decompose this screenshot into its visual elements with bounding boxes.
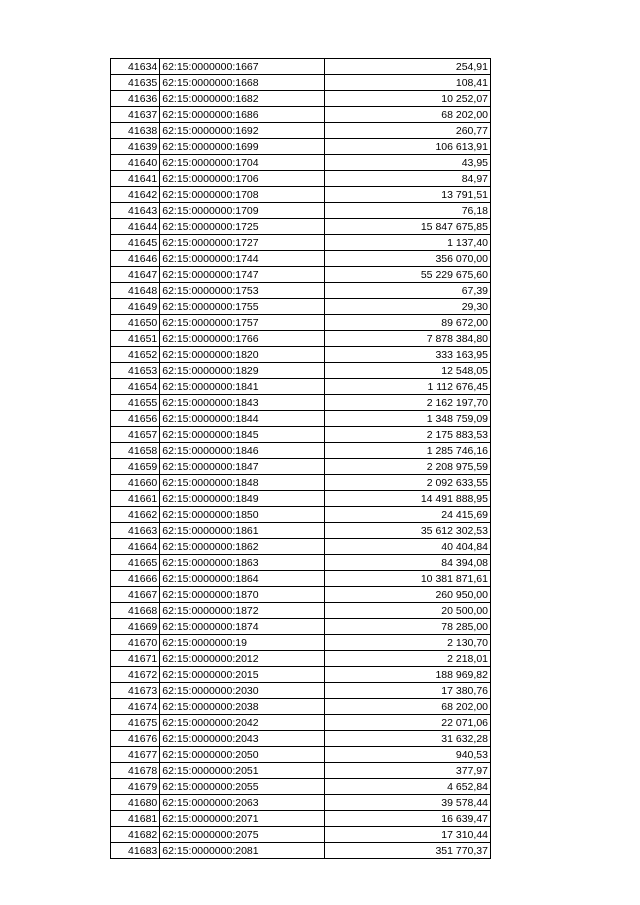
value-cell: 35 612 302,53 bbox=[325, 523, 491, 539]
table-row bbox=[111, 235, 491, 251]
row-number-cell: 41644 bbox=[111, 219, 160, 235]
value-cell: 188 969,82 bbox=[325, 667, 491, 683]
cadastral-number-cell: 62:15:0000000:2015 bbox=[160, 667, 325, 683]
table-row bbox=[111, 491, 491, 507]
row-number-cell: 41661 bbox=[111, 491, 160, 507]
row-number-cell: 41656 bbox=[111, 411, 160, 427]
row-number-cell: 41637 bbox=[111, 107, 160, 123]
row-number-cell: 41643 bbox=[111, 203, 160, 219]
row-number-cell: 41649 bbox=[111, 299, 160, 315]
value-cell: 4 652,84 bbox=[325, 779, 491, 795]
table-row bbox=[111, 363, 491, 379]
row-number-cell: 41670 bbox=[111, 635, 160, 651]
table-row bbox=[111, 699, 491, 715]
value-cell: 260,77 bbox=[325, 123, 491, 139]
table-row bbox=[111, 251, 491, 267]
value-cell: 2 092 633,55 bbox=[325, 475, 491, 491]
cadastral-number-cell: 62:15:0000000:2012 bbox=[160, 651, 325, 667]
row-number-cell: 41674 bbox=[111, 699, 160, 715]
table-row bbox=[111, 427, 491, 443]
value-cell: 2 162 197,70 bbox=[325, 395, 491, 411]
cadastral-number-cell: 62:15:0000000:1862 bbox=[160, 539, 325, 555]
value-cell: 67,39 bbox=[325, 283, 491, 299]
value-cell: 78 285,00 bbox=[325, 619, 491, 635]
table-row bbox=[111, 475, 491, 491]
row-number-cell: 41663 bbox=[111, 523, 160, 539]
table-row bbox=[111, 299, 491, 315]
table-row bbox=[111, 155, 491, 171]
row-number-cell: 41681 bbox=[111, 811, 160, 827]
row-number-cell: 41658 bbox=[111, 443, 160, 459]
table-row bbox=[111, 107, 491, 123]
value-cell: 2 218,01 bbox=[325, 651, 491, 667]
row-number-cell: 41651 bbox=[111, 331, 160, 347]
row-number-cell: 41648 bbox=[111, 283, 160, 299]
row-number-cell: 41682 bbox=[111, 827, 160, 843]
table-row bbox=[111, 411, 491, 427]
cadastral-number-cell: 62:15:0000000:2071 bbox=[160, 811, 325, 827]
table-row bbox=[111, 395, 491, 411]
cadastral-number-cell: 62:15:0000000:2081 bbox=[160, 843, 325, 859]
cadastral-number-cell: 62:15:0000000:1744 bbox=[160, 251, 325, 267]
row-number-cell: 41675 bbox=[111, 715, 160, 731]
value-cell: 333 163,95 bbox=[325, 347, 491, 363]
table-row bbox=[111, 843, 491, 859]
table-row bbox=[111, 91, 491, 107]
table-row bbox=[111, 187, 491, 203]
value-cell: 108,41 bbox=[325, 75, 491, 91]
value-cell: 254,91 bbox=[325, 59, 491, 75]
cadastral-number-cell: 62:15:0000000:1753 bbox=[160, 283, 325, 299]
row-number-cell: 41669 bbox=[111, 619, 160, 635]
row-number-cell: 41642 bbox=[111, 187, 160, 203]
row-number-cell: 41678 bbox=[111, 763, 160, 779]
value-cell: 16 639,47 bbox=[325, 811, 491, 827]
value-cell: 13 791,51 bbox=[325, 187, 491, 203]
cadastral-number-cell: 62:15:0000000:1682 bbox=[160, 91, 325, 107]
table-row bbox=[111, 347, 491, 363]
row-number-cell: 41650 bbox=[111, 315, 160, 331]
value-cell: 17 310,44 bbox=[325, 827, 491, 843]
table-body bbox=[111, 59, 491, 859]
table-row bbox=[111, 59, 491, 75]
value-cell: 39 578,44 bbox=[325, 795, 491, 811]
value-cell: 17 380,76 bbox=[325, 683, 491, 699]
cadastral-value-table bbox=[110, 58, 491, 859]
cadastral-number-cell: 62:15:0000000:1725 bbox=[160, 219, 325, 235]
value-cell: 1 137,40 bbox=[325, 235, 491, 251]
table-row bbox=[111, 459, 491, 475]
cadastral-number-cell: 62:15:0000000:1874 bbox=[160, 619, 325, 635]
row-number-cell: 41655 bbox=[111, 395, 160, 411]
value-cell: 40 404,84 bbox=[325, 539, 491, 555]
value-cell: 14 491 888,95 bbox=[325, 491, 491, 507]
table-row bbox=[111, 283, 491, 299]
cadastral-number-cell: 62:15:0000000:1692 bbox=[160, 123, 325, 139]
value-cell: 10 252,07 bbox=[325, 91, 491, 107]
table-row bbox=[111, 635, 491, 651]
table-row bbox=[111, 75, 491, 91]
table-row bbox=[111, 139, 491, 155]
row-number-cell: 41638 bbox=[111, 123, 160, 139]
value-cell: 76,18 bbox=[325, 203, 491, 219]
cadastral-number-cell: 62:15:0000000:1704 bbox=[160, 155, 325, 171]
value-cell: 2 208 975,59 bbox=[325, 459, 491, 475]
table-row bbox=[111, 507, 491, 523]
table-row bbox=[111, 715, 491, 731]
table-row bbox=[111, 651, 491, 667]
cadastral-number-cell: 62:15:0000000:1668 bbox=[160, 75, 325, 91]
row-number-cell: 41652 bbox=[111, 347, 160, 363]
row-number-cell: 41654 bbox=[111, 379, 160, 395]
table-row bbox=[111, 539, 491, 555]
cadastral-number-cell: 62:15:0000000:1757 bbox=[160, 315, 325, 331]
table-row bbox=[111, 267, 491, 283]
row-number-cell: 41636 bbox=[111, 91, 160, 107]
cadastral-number-cell: 62:15:0000000:1850 bbox=[160, 507, 325, 523]
cadastral-number-cell: 62:15:0000000:1755 bbox=[160, 299, 325, 315]
value-cell: 20 500,00 bbox=[325, 603, 491, 619]
cadastral-number-cell: 62:15:0000000:1686 bbox=[160, 107, 325, 123]
value-cell: 2 130,70 bbox=[325, 635, 491, 651]
table-row bbox=[111, 171, 491, 187]
table-row bbox=[111, 811, 491, 827]
cadastral-number-cell: 62:15:0000000:2050 bbox=[160, 747, 325, 763]
value-cell: 68 202,00 bbox=[325, 107, 491, 123]
row-number-cell: 41639 bbox=[111, 139, 160, 155]
cadastral-number-cell: 62:15:0000000:2075 bbox=[160, 827, 325, 843]
cadastral-number-cell: 62:15:0000000:2055 bbox=[160, 779, 325, 795]
cadastral-number-cell: 62:15:0000000:1706 bbox=[160, 171, 325, 187]
table-row bbox=[111, 587, 491, 603]
cadastral-number-cell: 62:15:0000000:1863 bbox=[160, 555, 325, 571]
value-cell: 940,53 bbox=[325, 747, 491, 763]
cadastral-number-cell: 62:15:0000000:1727 bbox=[160, 235, 325, 251]
cadastral-number-cell: 62:15:0000000:1766 bbox=[160, 331, 325, 347]
value-cell: 1 112 676,45 bbox=[325, 379, 491, 395]
cadastral-number-cell: 62:15:0000000:2038 bbox=[160, 699, 325, 715]
table-row bbox=[111, 747, 491, 763]
table-row bbox=[111, 379, 491, 395]
value-cell: 106 613,91 bbox=[325, 139, 491, 155]
cadastral-number-cell: 62:15:0000000:1844 bbox=[160, 411, 325, 427]
table-row bbox=[111, 667, 491, 683]
cadastral-number-cell: 62:15:0000000:2051 bbox=[160, 763, 325, 779]
table-row bbox=[111, 555, 491, 571]
value-cell: 68 202,00 bbox=[325, 699, 491, 715]
value-cell: 29,30 bbox=[325, 299, 491, 315]
row-number-cell: 41659 bbox=[111, 459, 160, 475]
row-number-cell: 41680 bbox=[111, 795, 160, 811]
cadastral-number-cell: 62:15:0000000:1861 bbox=[160, 523, 325, 539]
table-row bbox=[111, 683, 491, 699]
value-cell: 2 175 883,53 bbox=[325, 427, 491, 443]
table-row bbox=[111, 731, 491, 747]
row-number-cell: 41653 bbox=[111, 363, 160, 379]
row-number-cell: 41666 bbox=[111, 571, 160, 587]
value-cell: 10 381 871,61 bbox=[325, 571, 491, 587]
cadastral-number-cell: 62:15:0000000:1708 bbox=[160, 187, 325, 203]
row-number-cell: 41634 bbox=[111, 59, 160, 75]
table-row bbox=[111, 315, 491, 331]
cadastral-number-cell: 62:15:0000000:1846 bbox=[160, 443, 325, 459]
row-number-cell: 41660 bbox=[111, 475, 160, 491]
row-number-cell: 41672 bbox=[111, 667, 160, 683]
row-number-cell: 41647 bbox=[111, 267, 160, 283]
value-cell: 1 348 759,09 bbox=[325, 411, 491, 427]
value-cell: 22 071,06 bbox=[325, 715, 491, 731]
value-cell: 84 394,08 bbox=[325, 555, 491, 571]
cadastral-number-cell: 62:15:0000000:1709 bbox=[160, 203, 325, 219]
table-row bbox=[111, 619, 491, 635]
cadastral-number-cell: 62:15:0000000:1847 bbox=[160, 459, 325, 475]
value-cell: 1 285 746,16 bbox=[325, 443, 491, 459]
value-cell: 12 548,05 bbox=[325, 363, 491, 379]
table-row bbox=[111, 603, 491, 619]
cadastral-number-cell: 62:15:0000000:1872 bbox=[160, 603, 325, 619]
table-row bbox=[111, 203, 491, 219]
row-number-cell: 41671 bbox=[111, 651, 160, 667]
row-number-cell: 41657 bbox=[111, 427, 160, 443]
cadastral-number-cell: 62:15:0000000:1829 bbox=[160, 363, 325, 379]
value-cell: 7 878 384,80 bbox=[325, 331, 491, 347]
row-number-cell: 41679 bbox=[111, 779, 160, 795]
row-number-cell: 41640 bbox=[111, 155, 160, 171]
cadastral-number-cell: 62:15:0000000:1845 bbox=[160, 427, 325, 443]
row-number-cell: 41676 bbox=[111, 731, 160, 747]
table-row bbox=[111, 219, 491, 235]
value-cell: 24 415,69 bbox=[325, 507, 491, 523]
row-number-cell: 41645 bbox=[111, 235, 160, 251]
cadastral-number-cell: 62:15:0000000:1747 bbox=[160, 267, 325, 283]
row-number-cell: 41668 bbox=[111, 603, 160, 619]
value-cell: 84,97 bbox=[325, 171, 491, 187]
row-number-cell: 41683 bbox=[111, 843, 160, 859]
cadastral-number-cell: 62:15:0000000:19 bbox=[160, 635, 325, 651]
table-row bbox=[111, 779, 491, 795]
cadastral-number-cell: 62:15:0000000:1843 bbox=[160, 395, 325, 411]
row-number-cell: 41635 bbox=[111, 75, 160, 91]
cadastral-number-cell: 62:15:0000000:1848 bbox=[160, 475, 325, 491]
cadastral-number-cell: 62:15:0000000:1870 bbox=[160, 587, 325, 603]
value-cell: 351 770,37 bbox=[325, 843, 491, 859]
table-row bbox=[111, 443, 491, 459]
cadastral-number-cell: 62:15:0000000:1699 bbox=[160, 139, 325, 155]
cadastral-number-cell: 62:15:0000000:1849 bbox=[160, 491, 325, 507]
cadastral-number-cell: 62:15:0000000:1820 bbox=[160, 347, 325, 363]
row-number-cell: 41667 bbox=[111, 587, 160, 603]
cadastral-number-cell: 62:15:0000000:2063 bbox=[160, 795, 325, 811]
table-row bbox=[111, 331, 491, 347]
value-cell: 55 229 675,60 bbox=[325, 267, 491, 283]
table-row bbox=[111, 571, 491, 587]
value-cell: 31 632,28 bbox=[325, 731, 491, 747]
table-row bbox=[111, 123, 491, 139]
cadastral-number-cell: 62:15:0000000:2030 bbox=[160, 683, 325, 699]
cadastral-number-cell: 62:15:0000000:2043 bbox=[160, 731, 325, 747]
row-number-cell: 41677 bbox=[111, 747, 160, 763]
row-number-cell: 41664 bbox=[111, 539, 160, 555]
value-cell: 260 950,00 bbox=[325, 587, 491, 603]
row-number-cell: 41673 bbox=[111, 683, 160, 699]
cadastral-number-cell: 62:15:0000000:2042 bbox=[160, 715, 325, 731]
cadastral-number-cell: 62:15:0000000:1864 bbox=[160, 571, 325, 587]
value-cell: 89 672,00 bbox=[325, 315, 491, 331]
value-cell: 43,95 bbox=[325, 155, 491, 171]
value-cell: 356 070,00 bbox=[325, 251, 491, 267]
table-row bbox=[111, 523, 491, 539]
table-row bbox=[111, 827, 491, 843]
row-number-cell: 41641 bbox=[111, 171, 160, 187]
cadastral-number-cell: 62:15:0000000:1667 bbox=[160, 59, 325, 75]
table-row bbox=[111, 763, 491, 779]
value-cell: 377,97 bbox=[325, 763, 491, 779]
value-cell: 15 847 675,85 bbox=[325, 219, 491, 235]
row-number-cell: 41662 bbox=[111, 507, 160, 523]
row-number-cell: 41665 bbox=[111, 555, 160, 571]
cadastral-number-cell: 62:15:0000000:1841 bbox=[160, 379, 325, 395]
row-number-cell: 41646 bbox=[111, 251, 160, 267]
table-row bbox=[111, 795, 491, 811]
